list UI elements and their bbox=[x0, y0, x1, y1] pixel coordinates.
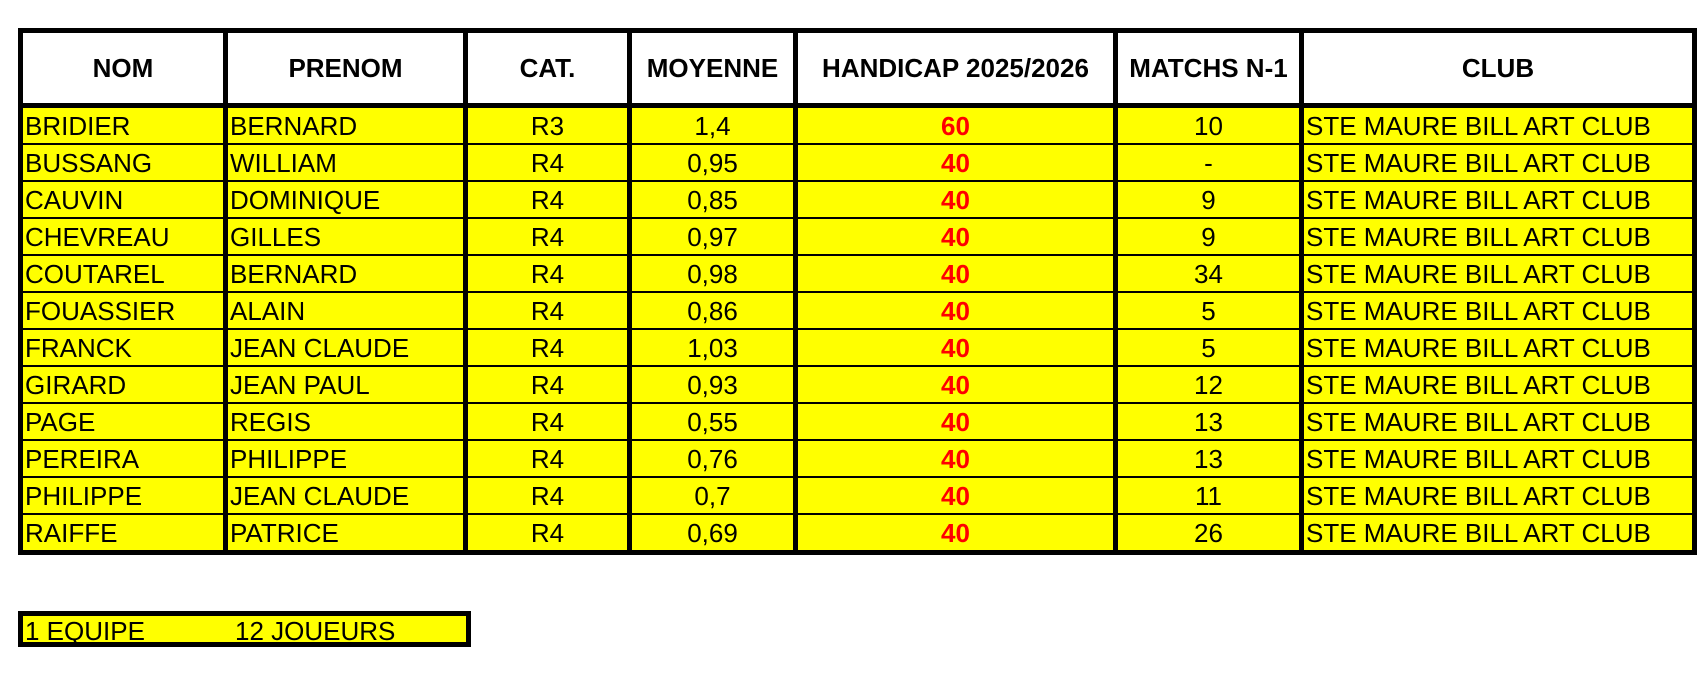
cell-moyenne[interactable]: 0,7 bbox=[630, 477, 796, 514]
cell-handicap[interactable]: 40 bbox=[796, 329, 1116, 366]
cell-club[interactable]: STE MAURE BILL ART CLUB bbox=[1302, 106, 1695, 145]
cell-club[interactable]: STE MAURE BILL ART CLUB bbox=[1302, 255, 1695, 292]
cell-nom[interactable]: CHEVREAU bbox=[21, 218, 226, 255]
cell-moyenne[interactable]: 0,98 bbox=[630, 255, 796, 292]
header-prenom[interactable]: PRENOM bbox=[226, 31, 466, 106]
header-matchs[interactable]: MATCHS N-1 bbox=[1116, 31, 1302, 106]
cell-handicap[interactable]: 60 bbox=[796, 106, 1116, 145]
cell-prenom[interactable]: JEAN CLAUDE bbox=[226, 329, 466, 366]
table-row bbox=[21, 106, 1695, 145]
cell-nom[interactable]: FOUASSIER bbox=[21, 292, 226, 329]
table-body bbox=[21, 106, 1695, 553]
table-row bbox=[21, 440, 1695, 477]
cell-handicap[interactable]: 40 bbox=[796, 477, 1116, 514]
cell-prenom[interactable]: PATRICE bbox=[226, 514, 466, 553]
cell-moyenne[interactable]: 0,76 bbox=[630, 440, 796, 477]
cell-nom[interactable]: PHILIPPE bbox=[21, 477, 226, 514]
cell-moyenne[interactable]: 0,93 bbox=[630, 366, 796, 403]
cell-club[interactable]: STE MAURE BILL ART CLUB bbox=[1302, 144, 1695, 181]
summary-teams: 1 EQUIPE bbox=[25, 616, 145, 646]
cell-club[interactable]: STE MAURE BILL ART CLUB bbox=[1302, 366, 1695, 403]
cell-moyenne[interactable]: 1,03 bbox=[630, 329, 796, 366]
cell-handicap[interactable]: 40 bbox=[796, 440, 1116, 477]
cell-cat[interactable]: R4 bbox=[466, 144, 630, 181]
cell-nom[interactable]: GIRARD bbox=[21, 366, 226, 403]
cell-handicap[interactable]: 40 bbox=[796, 218, 1116, 255]
table-row bbox=[21, 477, 1695, 514]
table-row bbox=[21, 144, 1695, 181]
cell-nom[interactable]: RAIFFE bbox=[21, 514, 226, 553]
table-row bbox=[21, 514, 1695, 553]
cell-cat[interactable]: R4 bbox=[466, 440, 630, 477]
cell-moyenne[interactable]: 0,85 bbox=[630, 181, 796, 218]
cell-nom[interactable]: PAGE bbox=[21, 403, 226, 440]
cell-moyenne[interactable]: 1,4 bbox=[630, 106, 796, 145]
cell-matchs[interactable]: 12 bbox=[1116, 366, 1302, 403]
cell-moyenne[interactable]: 0,95 bbox=[630, 144, 796, 181]
table-row bbox=[21, 403, 1695, 440]
cell-prenom[interactable]: REGIS bbox=[226, 403, 466, 440]
header-cat[interactable]: CAT. bbox=[466, 31, 630, 106]
cell-matchs[interactable]: 34 bbox=[1116, 255, 1302, 292]
cell-club[interactable]: STE MAURE BILL ART CLUB bbox=[1302, 514, 1695, 553]
cell-cat[interactable]: R4 bbox=[466, 329, 630, 366]
cell-nom[interactable]: COUTAREL bbox=[21, 255, 226, 292]
cell-club[interactable]: STE MAURE BILL ART CLUB bbox=[1302, 292, 1695, 329]
cell-prenom[interactable]: PHILIPPE bbox=[226, 440, 466, 477]
cell-club[interactable]: STE MAURE BILL ART CLUB bbox=[1302, 403, 1695, 440]
cell-club[interactable]: STE MAURE BILL ART CLUB bbox=[1302, 440, 1695, 477]
table-row bbox=[21, 181, 1695, 218]
cell-matchs[interactable]: - bbox=[1116, 144, 1302, 181]
header-handicap[interactable]: HANDICAP 2025/2026 bbox=[796, 31, 1116, 106]
cell-moyenne[interactable]: 0,55 bbox=[630, 403, 796, 440]
cell-nom[interactable]: BRIDIER bbox=[21, 106, 226, 145]
table-row bbox=[21, 366, 1695, 403]
cell-matchs[interactable]: 5 bbox=[1116, 329, 1302, 366]
cell-nom[interactable]: FRANCK bbox=[21, 329, 226, 366]
cell-cat[interactable]: R4 bbox=[466, 477, 630, 514]
summary-players: 12 JOUEURS bbox=[235, 616, 396, 646]
cell-prenom[interactable]: BERNARD bbox=[226, 106, 466, 145]
cell-handicap[interactable]: 40 bbox=[796, 514, 1116, 553]
cell-matchs[interactable]: 11 bbox=[1116, 477, 1302, 514]
players-table bbox=[18, 28, 1697, 555]
header-moyenne[interactable]: MOYENNE bbox=[630, 31, 796, 106]
cell-cat[interactable]: R4 bbox=[466, 292, 630, 329]
cell-prenom[interactable]: GILLES bbox=[226, 218, 466, 255]
header-row bbox=[21, 31, 1695, 106]
cell-prenom[interactable]: ALAIN bbox=[226, 292, 466, 329]
cell-matchs[interactable]: 9 bbox=[1116, 181, 1302, 218]
summary-box[interactable] bbox=[18, 611, 471, 647]
cell-handicap[interactable]: 40 bbox=[796, 181, 1116, 218]
cell-handicap[interactable]: 40 bbox=[796, 255, 1116, 292]
cell-matchs[interactable]: 13 bbox=[1116, 403, 1302, 440]
cell-cat[interactable]: R4 bbox=[466, 366, 630, 403]
cell-club[interactable]: STE MAURE BILL ART CLUB bbox=[1302, 181, 1695, 218]
cell-moyenne[interactable]: 0,86 bbox=[630, 292, 796, 329]
cell-handicap[interactable]: 40 bbox=[796, 366, 1116, 403]
cell-moyenne[interactable]: 0,97 bbox=[630, 218, 796, 255]
header-club[interactable]: CLUB bbox=[1302, 31, 1695, 106]
cell-moyenne[interactable]: 0,69 bbox=[630, 514, 796, 553]
cell-nom[interactable]: BUSSANG bbox=[21, 144, 226, 181]
cell-prenom[interactable]: JEAN CLAUDE bbox=[226, 477, 466, 514]
cell-handicap[interactable]: 40 bbox=[796, 403, 1116, 440]
cell-matchs[interactable]: 5 bbox=[1116, 292, 1302, 329]
cell-club[interactable]: STE MAURE BILL ART CLUB bbox=[1302, 218, 1695, 255]
table-row bbox=[21, 329, 1695, 366]
cell-matchs[interactable]: 9 bbox=[1116, 218, 1302, 255]
cell-club[interactable]: STE MAURE BILL ART CLUB bbox=[1302, 329, 1695, 366]
cell-cat[interactable]: R4 bbox=[466, 514, 630, 553]
cell-nom[interactable]: CAUVIN bbox=[21, 181, 226, 218]
cell-handicap[interactable]: 40 bbox=[796, 292, 1116, 329]
cell-cat[interactable]: R4 bbox=[466, 218, 630, 255]
cell-prenom[interactable]: BERNARD bbox=[226, 255, 466, 292]
cell-club[interactable]: STE MAURE BILL ART CLUB bbox=[1302, 477, 1695, 514]
cell-prenom[interactable]: JEAN PAUL bbox=[226, 366, 466, 403]
cell-handicap[interactable]: 40 bbox=[796, 144, 1116, 181]
cell-cat[interactable]: R3 bbox=[466, 106, 630, 145]
table-row bbox=[21, 255, 1695, 292]
cell-cat[interactable]: R4 bbox=[466, 181, 630, 218]
cell-nom[interactable]: PEREIRA bbox=[21, 440, 226, 477]
cell-prenom[interactable]: DOMINIQUE bbox=[226, 181, 466, 218]
table-row bbox=[21, 292, 1695, 329]
cell-matchs[interactable]: 26 bbox=[1116, 514, 1302, 553]
table-row bbox=[21, 218, 1695, 255]
cell-matchs[interactable]: 13 bbox=[1116, 440, 1302, 477]
cell-cat[interactable]: R4 bbox=[466, 403, 630, 440]
cell-cat[interactable]: R4 bbox=[466, 255, 630, 292]
header-nom[interactable]: NOM bbox=[21, 31, 226, 106]
cell-matchs[interactable]: 10 bbox=[1116, 106, 1302, 145]
cell-prenom[interactable]: WILLIAM bbox=[226, 144, 466, 181]
